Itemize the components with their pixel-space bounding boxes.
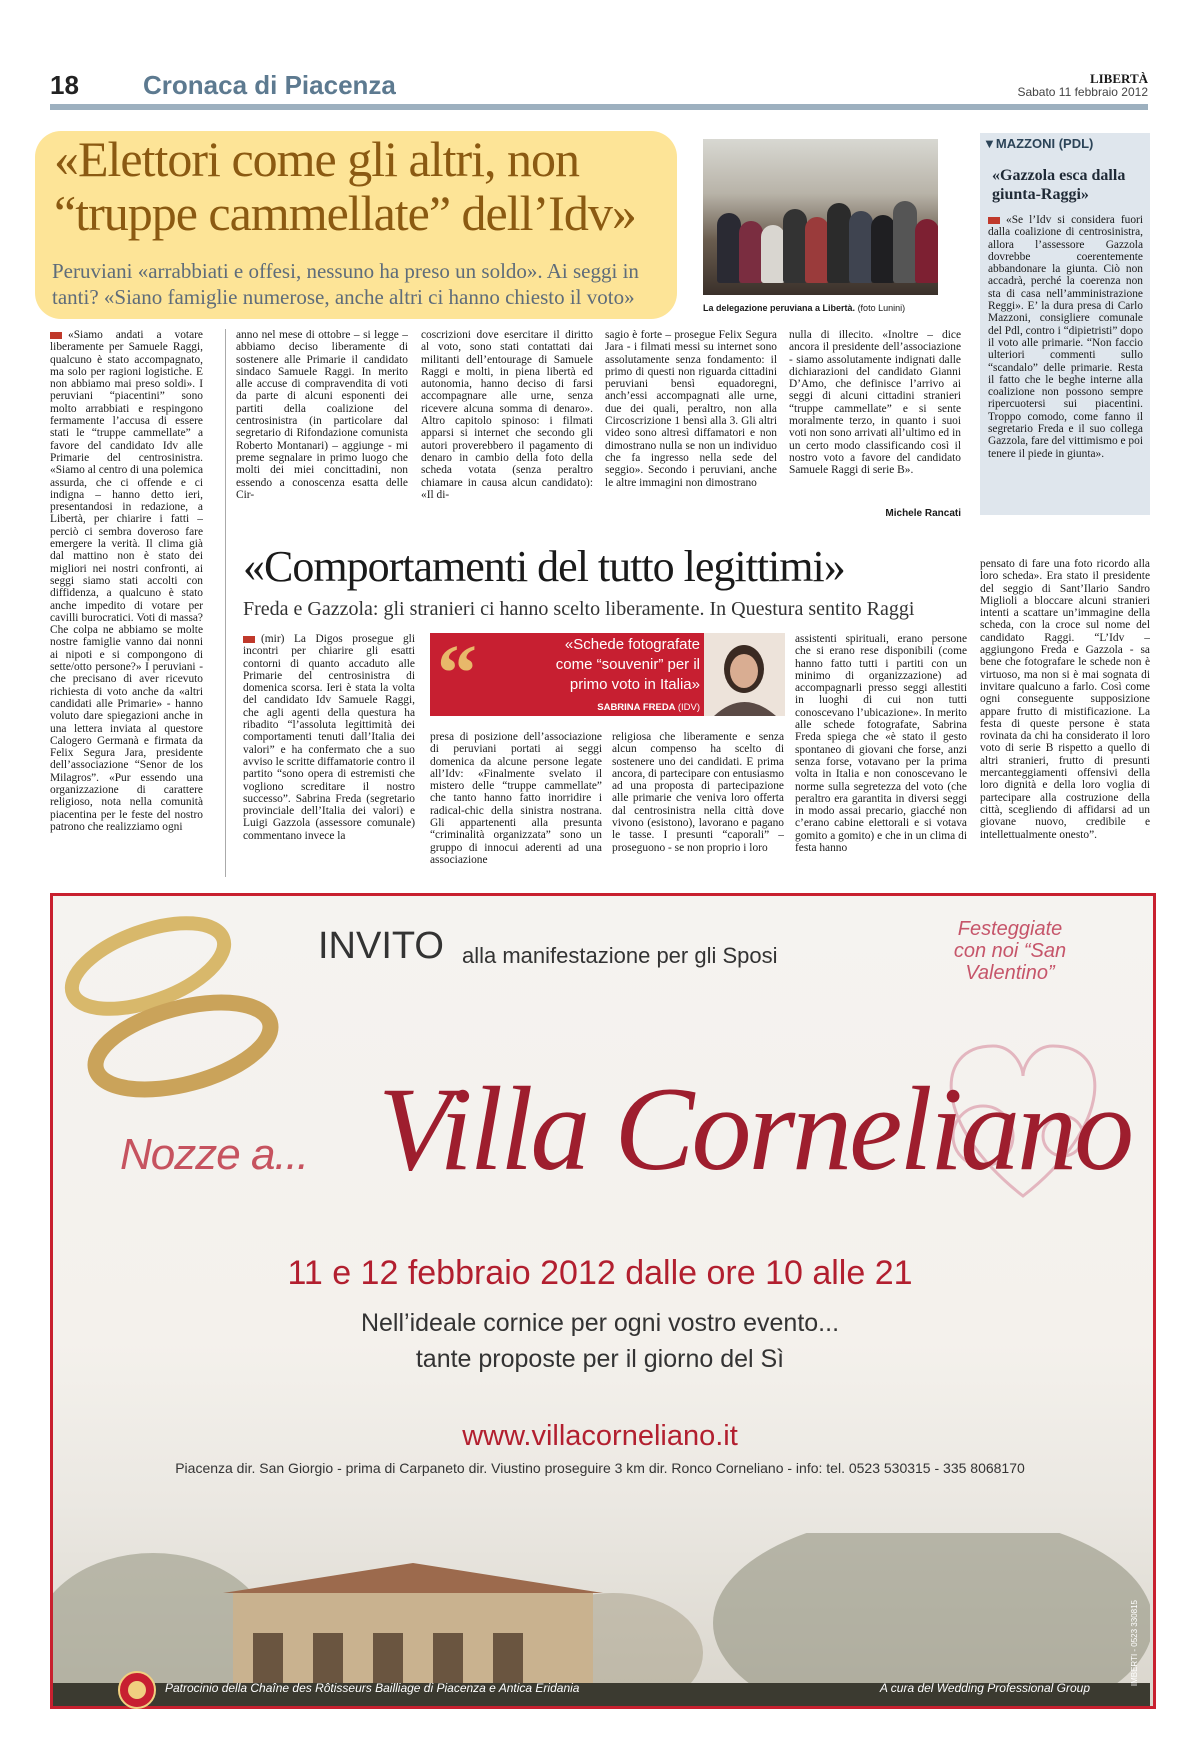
byline: Michele Rancati bbox=[885, 508, 961, 519]
story1-headline: «Elettori come gli altri, non “truppe cammellate” dell’Idv» bbox=[54, 131, 636, 241]
page-number: 18 bbox=[50, 70, 79, 100]
sidebar-body: «Se l’Idv si considera fuori dalla coalizione di centrosinistra, allora l’assessore Gazzola dovrebbe coerentemente abbandonare la giunta. Ciò non accadrà, perché la coerenza non sta di casa nell’amministrazione Reggi». E’ la dura presa di Carlo Mazzoni, consigliere comunale del Pdl, contro i “dipietristi” dopo il voto alle primarie. “Non faccio ulteriori commenti sullo “scandalo” delle primarie. Resta il fatto che le beghe interne alla coalizione non possono sempre ripercuotersi sui piacentini. Troppo comodo, come fanno il segretario Freda e il suo collega Gazzola, fare del vittimismo e poi tenere il piede in giunta». bbox=[988, 214, 1143, 460]
villa-corneliano-ad bbox=[50, 893, 1156, 1709]
ad-san-valentino: Festeggiate con noi “San Valentino” bbox=[953, 918, 1067, 984]
pull-quote-text: «Schede fotografate come “souvenir” per il primo voto in Italia» bbox=[555, 636, 700, 693]
triangle-icon: ▼ bbox=[983, 136, 996, 151]
pull-quote-author: SABRINA FREDA (IDV) bbox=[597, 702, 700, 713]
ad-tagline-1: Nell’ideale cornice per ogni vostro evento... bbox=[360, 1309, 840, 1337]
story1-column-4: sagio è forte – prosegue Felix Segura Jara - i filmati messi su internet sono assolutamente senza fondamento: il primo di questi non riguarda cittadini peruviani bensì equadoregni, anch’essi accompagnati alle urne, due dei quali, peraltro, non alla Circoscrizione 1 bensì alla 3. Gli altri video sono altresì diffamatori e non dimostrano nulla se non un individuo che fa ingresso nella sede del seggio». Secondo i peruviani, anche le altre immagini non dimostrano bbox=[605, 329, 777, 489]
ad-invito-subtitle: alla manifestazione per gli Sposi bbox=[462, 943, 778, 968]
ad-nozze: Nozze a... bbox=[120, 1130, 309, 1179]
story2-column-4: assistenti spirituali, erano persone che si erano rese disponibili (come hanno fatto tutti i partiti con un minimo di organizzazione) ad accompagnarli presso seggi allestiti in luoghi di cui non tutti conoscevano l’ubicazione». In merito alle schede fotografate, Sabrina Freda spiega che «è stato il gesto spontaneo di giovani che forse, anzi senza forse, votavano per la prima volta in Italia e non conoscevano le norme sulla segretezza del voto (che peraltro era garantita in diversi seggi in modo assai precario, giacché non c’erano cabine elettorali e si votava gomito a gomito) e che in un clima di festa hanno bbox=[795, 633, 967, 855]
ad-directions: Piacenza dir. San Giorgio - prima di Carpaneto dir. Viustino proseguire 3 km dir. Ronco Corneliano - info: tel. 0523 530315 - 335 8068170 bbox=[175, 1460, 1025, 1476]
bullet-square bbox=[988, 217, 1000, 224]
ad-invito: INVITO bbox=[318, 925, 444, 967]
story1-column-5: nulla di illecito. «Inoltre – dice ancora il presidente dell’associazione - siamo assolutamente indignati dalle dichiarazioni del candidato Gianni D’Amo, che definisce l’arrivo ai seggi di alcuni cittadini stranieri “truppe cammellate” e si sente moralmente terzo, in quanto i suoi voti non sono arrivati all’ultimo ed in un certo modo classificando così il nostro voto a favore del candidato Samuele Raggi di serie B». bbox=[789, 329, 961, 477]
wedding-rings-icon bbox=[53, 896, 313, 1116]
column-divider bbox=[225, 329, 226, 877]
story2-deck: Freda e Gazzola: gli stranieri ci hanno scelto liberamente. In Questura sentito Raggi bbox=[243, 598, 915, 620]
story2-column-5: pensato di fare una foto ricordo alla loro scheda». Era stato il presidente del seggio di Sant’Ilario Sandro Miglioli a bloccare alcuni stranieri intenti a scattare un’immagine della scheda, con la croce sul nome del candidato Raggi. “L’Idv – aggiungono Freda e Gazzola - sa bene che fotografare le schede non è virtuoso, ma non si è mai sognata di invitare qualcuno a farlo. Così come ogni conseguente supposizione appare frutto di mistificazione. La festa di queste persone è stata rovinata da chi ha considerato il loro voto di serie B rispetto a quello di altri stranieri, frutto di presunti mercanteggiamenti offensivi della loro dignità e della loro voglia di partecipare alla costruzione della città, scegliendo di affidarsi ad un giovane nuovo, credibile e intellettualmente onesto”. bbox=[980, 558, 1150, 841]
ad-footer-patronage: Patrocinio della Chaîne des Rôtisseurs Bailliage di Piacenza e Antica Eridania bbox=[165, 1681, 580, 1695]
ad-footer-credit: A cura del Wedding Professional Group bbox=[879, 1681, 1090, 1695]
header-rule bbox=[50, 104, 1148, 110]
story1-deck: Peruviani «arrabbiati e offesi, nessuno ha preso un soldo». Ai seggi in tanti? «Siano famiglie numerose, anche altri ci hanno chiesto il voto» bbox=[52, 259, 639, 309]
story1-column-1: «Siamo andati a votare liberamente per Samuele Raggi, qualcuno è stato accompagnato, ma solo per ragioni logistiche. E non abbiamo mai preso soldi». I peruviani “piacentini” sono molto arrabbiati e respingono fermamente l’accusa di essere stati le “truppe cammellate” a favore del candidato Idv alle Primarie del centrosinistra. «Siamo al centro di una polemica assurda, che ci offende e ci indigna – hanno detto ieri, presentandosi in redazione, a Libertà, per chiarire i fatti – perciò ci sembra doveroso fare emergere la verità. Il clima già dal mattino non è stato dei migliori nei nostri confronti, ai seggi siamo stati accolti con diffidenza, a qualcuno è stato anche impedito di votare per cavilli burocratici. Voti di massa? Che colpa ne abbiamo se molte nostre famiglie vanno dai nonni ai nipoti e si compongono di sette/otto persone?» I peruviani - che precisano di aver ricevuto richiesta di voto anche da «altri candidati alle Primarie» - hanno voluto dare spiegazioni anche in una lettera inviata al questore Calogero Germanà e firmata da Felix Segura Jara, presidente dell’associazione “Senor de los Milagros”. «Pur essendo una organizzazione di carattere religioso, nota nella comunità piacentina per le feste del nostro patrono che realizziamo ogni bbox=[50, 329, 203, 833]
bullet-square bbox=[50, 332, 62, 339]
photo-caption: La delegazione peruviana a Libertà. (foto Lunini) bbox=[703, 303, 906, 313]
masthead: LIBERTÀ bbox=[1089, 71, 1148, 86]
ad-tagline-2: tante proposte per il giorno del Sì bbox=[415, 1345, 785, 1373]
quote-mark-icon: “ bbox=[437, 630, 477, 718]
story1-column-2: anno nel mese di ottobre – si legge – abbiamo deciso liberamente di sostenere alle Primarie il candidato sindaco Samuele Raggi. In merito alle accuse di compravendita di voti da parte di alcuni esponenti dei partiti della coalizione del centrosinistra (in particolare dal segretario di Rifondazione comunista Roberto Montanari) – aggiunge - mi preme segnalare in primo luogo che molti dei miei concittadini, non essendo a conoscenza esatta delle Cir- bbox=[236, 329, 408, 501]
sabrina-freda-photo bbox=[704, 633, 785, 716]
story2-column-2: presa di posizione dell’associazione di peruviani portati ai seggi domenica da alcune persone legate all’Idv: «Finalmente svelato il mistero delle “truppe cammellate” che tanto hanno fatto inorridire i radical-chic della sinistra nostrana. Gli appartenenti alla presunta “criminalità organizzata” sono un gruppo di innocui aderenti ad una associazione bbox=[430, 731, 602, 866]
delegation-photo bbox=[703, 139, 938, 295]
ad-villa-title: Villa Corneliano bbox=[378, 1062, 1132, 1195]
ad-website-link[interactable]: www.villacorneliano.it bbox=[462, 1420, 738, 1452]
ad-code: IMBERTI - 0523 330815 bbox=[1130, 1600, 1139, 1687]
issue-date: Sabato 11 febbraio 2012 bbox=[1017, 85, 1148, 99]
section-title: Cronaca di Piacenza bbox=[143, 70, 396, 100]
story2-headline: «Comportamenti del tutto legittimi» bbox=[243, 542, 845, 591]
story2-column-3: religiosa che liberamente e senza alcun compenso ha scelto di sostenere uno dei candidati. E prima ancora, di partecipare con entusiasmo ad una proposta di partecipazione alle primarie che veniva loro offerta dal centrosinistra nella città dove vivono (esistono), lavorano e pagano le tasse. I presunti “caporali” – proseguono - se non proprio i loro bbox=[612, 731, 784, 854]
story2-column-1: (mir) La Digos prosegue gli incontri per chiarire gli esatti contorni di quanto accaduto alle Primarie del centrosinistra di domenica scorsa. Ieri è stata la volta del candidato Idv Samuele Raggi, che agli agenti della questura ha ribadito “l’assoluta legittimità dei comportamenti tenuti dall’Italia dei valori” e ha confermato che a suo avviso le scritte diffamatorie contro il partito “sono opera di estremisti che vogliono screditare il nostro successo”. Sabrina Freda (segretario provinciale dell’Italia dei valori) e Luigi Gazzola (assessore comunale) commentano invece la bbox=[243, 633, 415, 842]
sidebar-title: «Gazzola esca dalla giunta-Raggi» bbox=[992, 167, 1126, 203]
sidebar-kicker: ▼MAZZONI (PDL) bbox=[983, 136, 1094, 151]
bullet-square bbox=[243, 636, 255, 643]
chaine-rotisseurs-logo-icon bbox=[117, 1670, 157, 1710]
ad-dates: 11 e 12 febbraio 2012 dalle ore 10 alle 21 bbox=[287, 1254, 913, 1292]
story1-column-3: coscrizioni dove esercitare il diritto al voto, sono stati contattati dai militanti dell’entourage di Samuele Raggi e molti, in piena libertà ed autonomia, hanno deciso di farsi accompagnare alle urne, senza ricevere alcuna somma di denaro». Altro capitolo spinoso: i filmati apparsi si internet che secondo gli autori proverebbero il pagamento di denaro in cambio della foto della scheda votata (senza peraltro chiamare in causa alcun candidato): «Il di- bbox=[421, 329, 593, 501]
